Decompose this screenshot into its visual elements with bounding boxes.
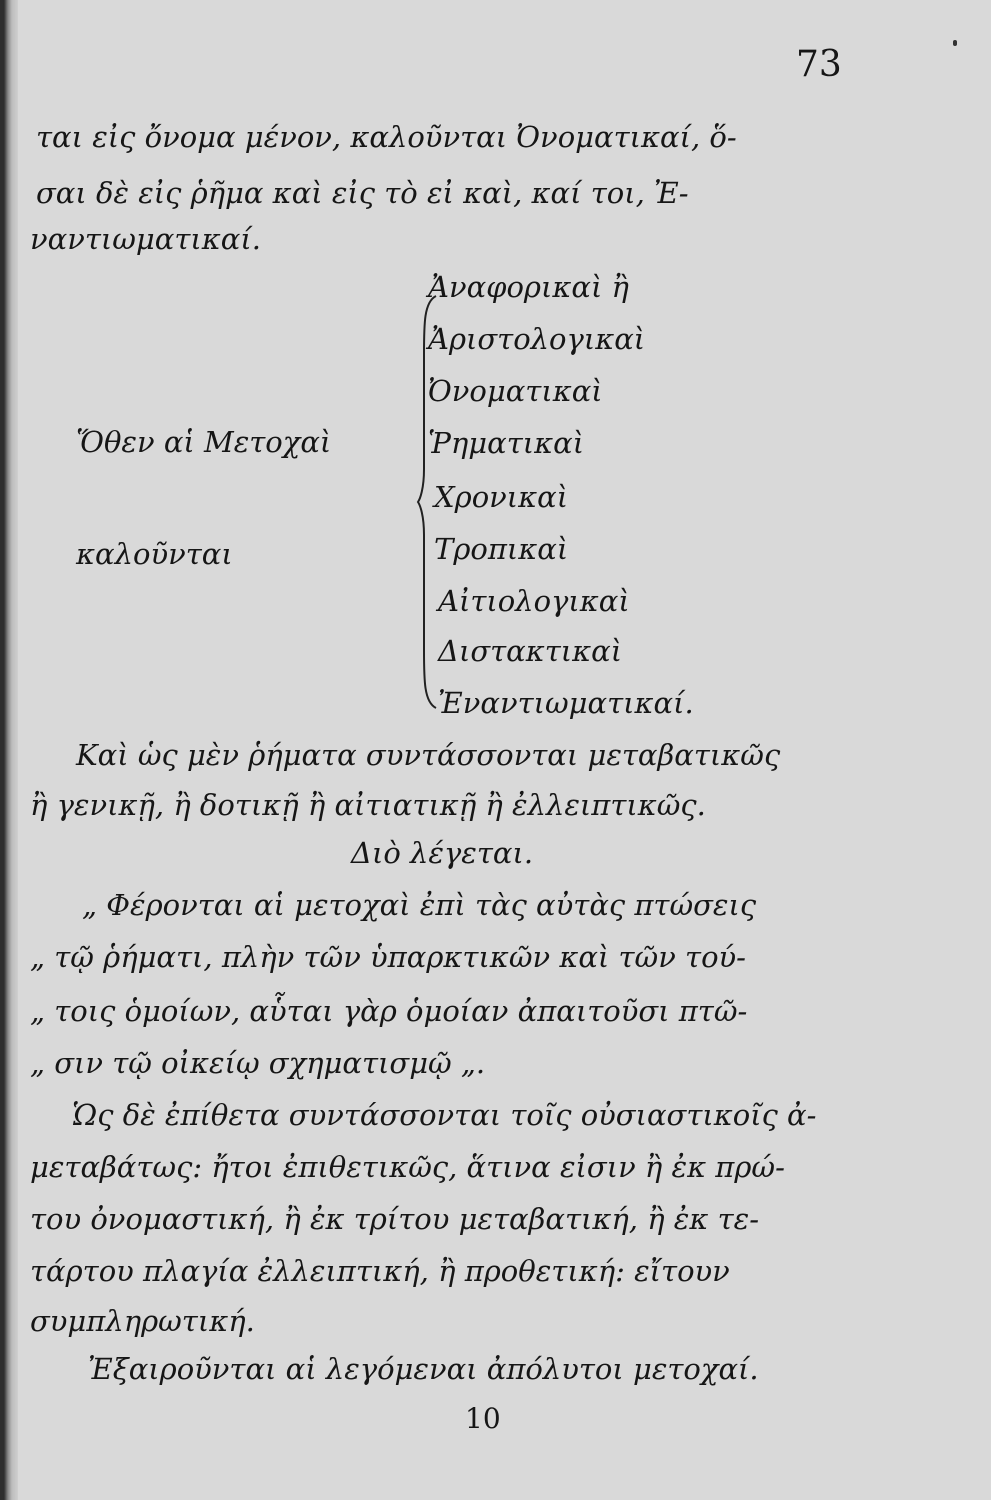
participles-left-line-1: Ὅθεν αἱ Μετοχαὶ [76, 425, 332, 459]
participle-item-8: Διστακτικαὶ [438, 634, 623, 668]
text-line-2: σαι δὲ εἰς ῥῆμα καὶ εἰς τὸ εἰ καὶ, καί τοι, Ἐ- [36, 176, 689, 210]
body-line-9: Ἐξαιροῦνται αἱ λεγόμεναι ἀπόλυτοι μετοχαί. [88, 1352, 759, 1386]
participle-item-5: Χρονικαὶ [434, 480, 569, 514]
quote-line-3: „ τοις ὁμοίων, αὗται γὰρ ὁμοίαν ἀπαιτοῦσι πτῶ- [30, 994, 748, 1028]
text-line-3: ναντιωματικαί. [30, 222, 261, 256]
signature-mark: 10 [465, 1402, 501, 1435]
participle-item-7: Αἰτιολογικαὶ [438, 584, 630, 618]
body-line-7: τάρτου πλαγία ἐλλειπτική, ἢ προθετική: εἴτουν [30, 1254, 730, 1288]
participle-item-1: Ἀναφορικαὶ ἢ [428, 270, 629, 304]
body-line-1: Καὶ ὡς μὲν ῥήματα συντάσσονται μεταβατικῶς [76, 738, 781, 772]
page-number: 73 [796, 44, 842, 85]
quote-line-2: „ τῷ ῥήματι, πλὴν τῶν ὑπαρκτικῶν καὶ τῶν τού- [30, 940, 746, 974]
body-line-3: Διὸ λέγεται. [351, 836, 534, 870]
quote-line-4: „ σιν τῷ οἰκείῳ σχηματισμῷ „. [30, 1046, 486, 1080]
ink-speck [953, 40, 957, 46]
body-line-8: συμπληρωτική. [30, 1304, 255, 1338]
participle-item-4: Ῥηματικαὶ [428, 426, 585, 460]
participle-item-6: Τροπικαὶ [434, 532, 569, 566]
text-line-1: ται εἰς ὄνομα μένον, καλοῦνται Ὀνοματικαί, ὅ- [36, 120, 737, 154]
quote-line-1: „ Φέρονται αἱ μετοχαὶ ἐπὶ τὰς αὐτὰς πτώσεις [82, 888, 757, 922]
body-line-2: ἢ γενικῇ, ἢ δοτικῇ ἢ αἰτιατικῇ ἢ ἐλλειπτικῶς. [30, 788, 706, 822]
body-line-5: μεταβάτως: ἤτοι ἐπιθετικῶς, ἅτινα εἰσιν ἢ ἐκ πρώ- [30, 1150, 785, 1184]
body-line-4: Ὡς δὲ ἐπίθετα συντάσσονται τοῖς οὐσιαστικοῖς ἀ- [72, 1098, 817, 1132]
participles-left-line-2: καλοῦνται [76, 537, 233, 571]
participle-item-2: Ἀριστολογικαὶ [428, 322, 646, 356]
book-gutter-shadow [0, 0, 18, 1500]
participle-item-9: Ἐναντιωματικαί. [438, 686, 694, 720]
participle-item-3: Ὀνοματικαὶ [428, 374, 603, 408]
body-line-6: του ὀνομαστική, ἢ ἐκ τρίτου μεταβατική, ἢ ἐκ τε- [30, 1202, 759, 1236]
book-page [18, 0, 991, 1500]
